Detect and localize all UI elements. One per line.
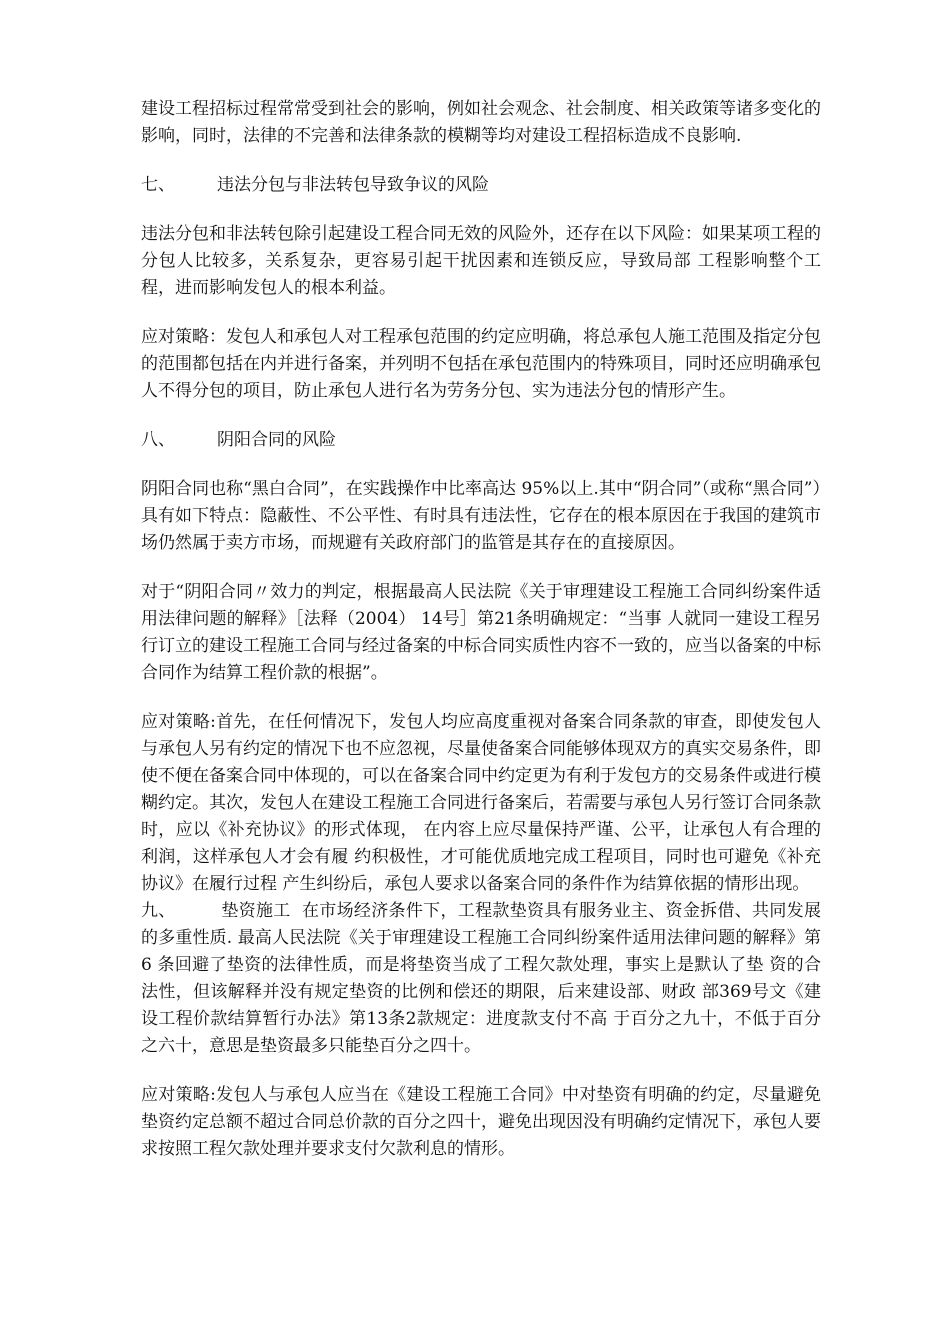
section-heading-8 xyxy=(141,427,821,454)
paragraph-tendering-influence: 建设工程招标过程常常受到社会的影响，例如社会观念、社会制度、相关政策等诸多变化的影响，同时，法律的不完善和法律条款的模糊等均对建设工程招标造成不良影响. xyxy=(141,99,821,146)
paragraph-yin-yang-contract: 阴阳合同也称“黑白合同”，在实践操作中比率高达 95%以上.其中“阴合同”（或称“黑合同”）具有如下特点：隐蔽性、不公平性、有时具有违法性，它存在的根本原因在于我国的建筑市场仍然属于卖方市场，而规避有关政府部门的监管是其存在的直接原因。 xyxy=(141,479,821,553)
paragraph-subcontract-risk: 违法分包和非法转包除引起建设工程合同无效的风险外，还存在以下风险：如果某项工程的分包人比较多，关系复杂，更容易引起干扰因素和连锁反应，导致局部 工程影响整个工程，进而影响发包人的根本利益。 xyxy=(141,224,821,298)
paragraph-advance-funding-text: 在市场经济条件下，工程款垫资具有服务业主、资金拆借、共同发展的多重性质. 最高人民法院《关于审理建设工程施工合同纠纷案件适用法律问题的解释》第6 条回避了垫资的法律性质，而是将垫资当成了工程欠款处理，事实上是默认了垫 资的合法性，但该解释并没有规定垫资的比例和偿还的期限，后来建设部、财政 部369号文《建设工程价款结算暂行办法》第13条2款规定：进度款支付不高 于百分之九十，不低于百分之六十，意思是垫资最多只能垫百分之四十。 xyxy=(141,901,821,1056)
section-title: 阴阳合同的风险 xyxy=(217,430,336,450)
paragraph-advance-funding-strategy: 应对策略:发包人与承包人应当在《建设工程施工合同》中对垫资有明确的约定，尽量避免垫资约定总额不超过合同总价款的百分之四十，避免出现因没有明确约定情况下，承包人要求按照工程欠款处理并要求支付欠款利息的情形。 xyxy=(141,1085,821,1159)
paragraph-advance-funding xyxy=(141,898,821,1060)
section-heading-9: 九、 垫资施工 xyxy=(141,901,302,921)
section-heading-7 xyxy=(141,172,821,199)
section-number: 八、 xyxy=(141,430,175,450)
paragraph-subcontract-strategy: 应对策略：发包人和承包人对工程承包范围的约定应明确，将总承包人施工范围及指定分包的范围都包括在内并进行备案，并列明不包括在承包范围内的特殊项目，同时还应明确承包人不得分包的项目，防止承包人进行名为劳务分包、实为违法分包的情形产生。 xyxy=(141,327,821,401)
section-title: 违法分包与非法转包导致争议的风险 xyxy=(217,175,489,195)
paragraph-yin-yang-strategy: 应对策略:首先，在任何情况下，发包人均应高度重视对备案合同条款的审查，即使发包人与承包人另有约定的情况下也不应忽视，尽量使备案合同能够体现双方的真实交易条件，即使不便在备案合同中体现的，可以在备案合同中约定更为有利于发包方的交易条件或进行模糊约定。其次，发包人在建设工程施工合同进行备案后，若需要与承包人另行签订合同条款时，应以《补充协议》的形式体现， 在内容上应尽量保持严谨、公平，让承包人有合理的利润，这样承包人才会有履 约积极性，才可能优质地完成工程项目，同时也可避免《补充协议》在履行过程 产生纠纷后，承包人要求以备案合同的条件作为结算依据的情形出现。 xyxy=(141,712,821,894)
document-body xyxy=(141,96,821,1185)
paragraph-yin-yang-validity: 对于“阴阳合同〃效力的判定，根据最高人民法院《关于审理建设工程施工合同纠纷案件适用法律问题的解释》［法释（2004） 14号］第21条明确规定：“当事 人就同一建设工程另行订立的建设工程施工合同与经过备案的中标合同实质性内容不一致的，应当以备案的中标合同作为结算工程价款的根据”。 xyxy=(141,582,821,683)
section-number: 七、 xyxy=(141,175,175,195)
